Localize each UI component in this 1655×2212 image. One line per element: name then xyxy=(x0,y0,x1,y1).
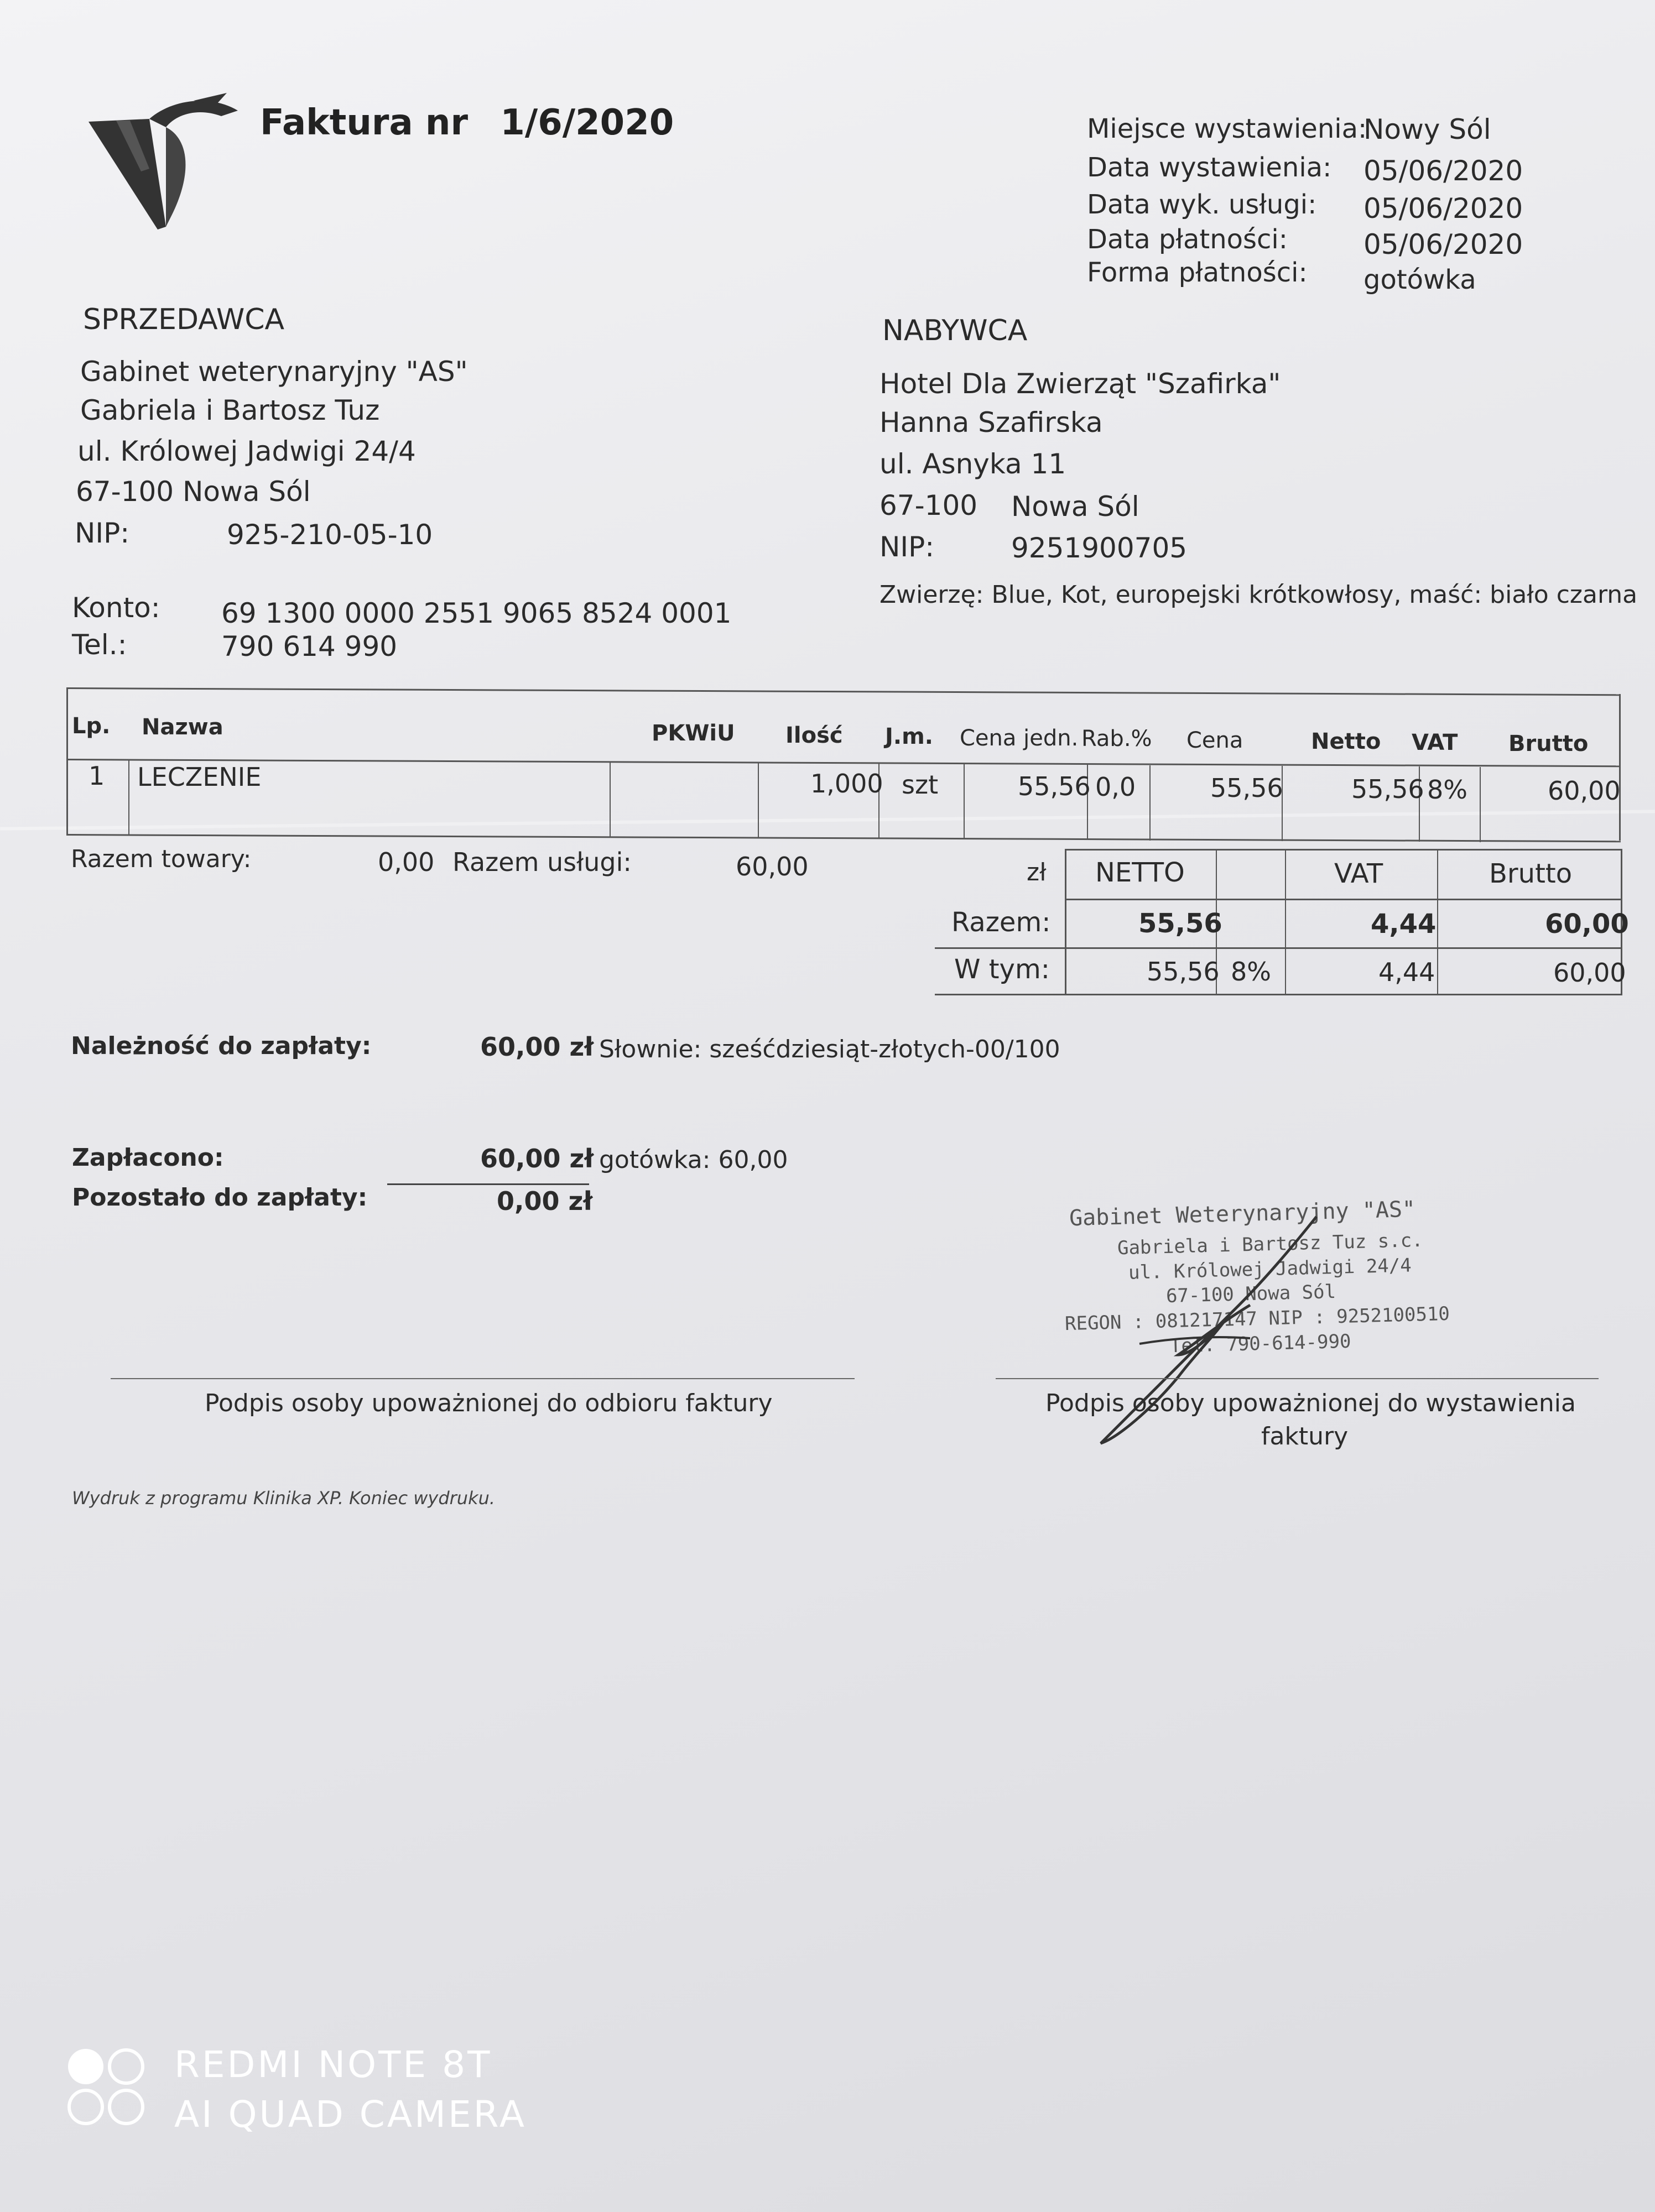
summary-line xyxy=(1065,849,1066,995)
meta-label-service-date: Data wyk. usługi: xyxy=(1087,189,1317,220)
signature-label-right-line2: faktury xyxy=(1261,1422,1349,1451)
stamp-line4: 67-100 Nowa Sól xyxy=(1165,1280,1336,1308)
table-line-left xyxy=(66,687,68,834)
seller-tel: 790 614 990 xyxy=(221,630,398,662)
seller-line3: ul. Królowej Jadwigi 24/4 xyxy=(77,435,416,467)
meta-value-issue-date: 05/06/2020 xyxy=(1363,155,1523,187)
signature-label-left: Podpis osoby upoważnionej do odbioru faktury xyxy=(205,1389,773,1417)
naleznosc-label: Należność do zapłaty: xyxy=(71,1032,372,1060)
table-line-right xyxy=(1619,694,1621,841)
pozostalo-label: Pozostało do zapłaty: xyxy=(72,1183,368,1212)
razem-towary-value: 0,00 xyxy=(378,847,435,877)
seller-heading: SPRZEDAWCA xyxy=(83,303,285,336)
buyer-line2: Hanna Szafirska xyxy=(879,406,1103,439)
table-line-bottom xyxy=(66,834,1621,842)
table-line-header-bottom xyxy=(66,759,1621,767)
summary-line xyxy=(1285,849,1286,995)
clinic-logo-icon xyxy=(83,88,243,238)
stamp-line3: ul. Królowej Jadwigi 24/4 xyxy=(1128,1254,1412,1284)
meta-value-payment-date: 05/06/2020 xyxy=(1363,228,1523,260)
handwritten-signature xyxy=(1084,1211,1339,1454)
summary-line xyxy=(935,994,1622,995)
signature-label-right-line1: Podpis osoby upoważnionej do wystawienia xyxy=(1045,1389,1576,1417)
table-col-sep xyxy=(964,764,965,839)
summary-wtym-brutto: 60,00 xyxy=(1553,958,1626,988)
col-header-cena-jedn: Cena jedn. xyxy=(960,726,1079,751)
invoice-title xyxy=(260,102,674,143)
cell-jm: szt xyxy=(902,770,939,800)
summary-currency: zł xyxy=(1027,858,1047,886)
summary-wtym-rate: 8% xyxy=(1231,957,1271,987)
summary-razem-brutto: 60,00 xyxy=(1545,909,1629,940)
col-header-vat: VAT xyxy=(1412,730,1458,755)
meta-label-payment-form: Forma płatności: xyxy=(1087,257,1308,288)
buyer-nip-label: NIP: xyxy=(879,531,935,563)
razem-uslugi-value: 60,00 xyxy=(736,852,809,881)
table-col-sep xyxy=(758,763,759,838)
col-header-jm: J.m. xyxy=(885,724,933,749)
summary-line xyxy=(1437,849,1438,995)
stamp-line2: Gabriela i Bartosz Tuz s.c. xyxy=(1117,1229,1424,1260)
cell-brutto: 60,00 xyxy=(1548,776,1621,806)
cell-vat: 8% xyxy=(1427,775,1467,805)
summary-razem-netto: 55,56 xyxy=(1138,908,1222,939)
razem-uslugi-label: Razem usługi: xyxy=(452,847,632,877)
watermark-line1: REDMI NOTE 8T xyxy=(174,2043,492,2086)
meta-value-payment-form: gotówka xyxy=(1363,264,1476,295)
summary-wtym-label: W tym: xyxy=(954,954,1050,985)
buyer-line3: ul. Asnyka 11 xyxy=(879,448,1066,480)
stamp-line6: Tel. 790-614-990 xyxy=(1169,1330,1351,1358)
buyer-heading: NABYWCA xyxy=(882,314,1028,347)
summary-wtym-netto: 55,56 xyxy=(1147,957,1220,987)
watermark-line2: AI QUAD CAMERA xyxy=(174,2093,527,2136)
summary-razem-label: Razem: xyxy=(951,907,1051,938)
buyer-line1: Hotel Dla Zwierząt "Szafirka" xyxy=(879,368,1281,400)
col-header-rab: Rab.% xyxy=(1081,726,1152,752)
summary-wtym-vat: 4,44 xyxy=(1378,957,1435,987)
summary-header-vat: VAT xyxy=(1334,858,1383,889)
meta-label-issue-date: Data wystawienia: xyxy=(1087,152,1332,183)
col-header-lp: Lp. xyxy=(72,713,111,739)
payment-separator xyxy=(387,1183,589,1185)
summary-line xyxy=(935,947,1622,949)
zaplacono-label: Zapłacono: xyxy=(72,1144,224,1172)
naleznosc-slownie: Słownie: sześćdziesiąt-złotych-00/100 xyxy=(599,1035,1060,1063)
cell-cena: 55,56 xyxy=(1210,773,1283,803)
cell-cena-jedn: 55,56 xyxy=(1018,771,1091,801)
summary-header-brutto: Brutto xyxy=(1489,858,1573,889)
cell-rab: 0,0 xyxy=(1095,772,1136,802)
camera-lens-icon xyxy=(65,2046,148,2129)
zaplacono-detail: gotówka: 60,00 xyxy=(599,1146,788,1174)
meta-value-service-date: 05/06/2020 xyxy=(1363,192,1523,225)
col-header-pkwiu: PKWiU xyxy=(652,721,735,746)
cell-ilosc: 1,000 xyxy=(810,769,883,799)
summary-line xyxy=(1065,899,1622,900)
seller-nip-label: NIP: xyxy=(75,517,130,549)
invoice-number: 1/6/2020 xyxy=(500,102,674,143)
summary-header-netto: NETTO xyxy=(1095,857,1185,888)
summary-line xyxy=(1065,849,1622,851)
meta-label-payment-date: Data płatności: xyxy=(1087,224,1288,255)
col-header-cena: Cena xyxy=(1186,728,1243,753)
cell-lp: 1 xyxy=(89,761,105,791)
invoice-title-prefix: Faktura nr xyxy=(260,102,469,143)
buyer-postcode: 67-100 xyxy=(879,489,978,521)
signature-line-right xyxy=(996,1378,1599,1379)
seller-nip: 925-210-05-10 xyxy=(227,519,433,551)
meta-value-place: Nowy Sól xyxy=(1363,113,1491,145)
table-col-sep xyxy=(610,762,611,837)
meta-label-place: Miejsce wystawienia: xyxy=(1087,113,1367,144)
col-header-ilosc: Ilość xyxy=(785,723,843,748)
table-line-top xyxy=(66,687,1621,696)
summary-razem-vat: 4,44 xyxy=(1371,909,1437,940)
seller-line2: Gabriela i Bartosz Tuz xyxy=(80,394,380,426)
zaplacono-value: 60,00 zł xyxy=(480,1144,594,1173)
col-header-netto: Netto xyxy=(1311,729,1381,754)
seller-konto: 69 1300 0000 2551 9065 8524 0001 xyxy=(221,597,732,629)
paper-fold xyxy=(0,810,1655,830)
seller-konto-label: Konto: xyxy=(72,592,160,624)
stamp-line1: Gabinet Weterynaryjny "AS" xyxy=(1069,1196,1416,1232)
seller-line1: Gabinet weterynaryjny "AS" xyxy=(80,356,468,388)
cell-nazwa: LECZENIE xyxy=(137,762,262,792)
naleznosc-value: 60,00 zł xyxy=(480,1032,594,1062)
buyer-city: Nowa Sól xyxy=(1011,491,1139,523)
table-col-sep xyxy=(128,760,129,835)
cell-netto: 55,56 xyxy=(1351,774,1424,804)
table-col-sep xyxy=(1149,765,1151,841)
razem-towary-label: Razem towary: xyxy=(71,845,252,873)
col-header-nazwa: Nazwa xyxy=(142,714,223,740)
pozostalo-value: 0,00 zł xyxy=(497,1186,593,1216)
signature-line-left xyxy=(111,1378,855,1379)
seller-line4: 67-100 Nowa Sól xyxy=(76,476,311,508)
buyer-nip: 9251900705 xyxy=(1011,532,1188,564)
col-header-brutto: Brutto xyxy=(1508,731,1589,757)
buyer-animal: Zwierzę: Blue, Kot, europejski krótkowłosy, maść: biało czarna xyxy=(879,581,1638,609)
table-col-sep xyxy=(1480,767,1481,842)
seller-tel-label: Tel.: xyxy=(72,629,127,661)
stamp-line5: REGON : 081217147 NIP : 9252100510 xyxy=(1064,1302,1450,1335)
print-footer: Wydruk z programu Klinika XP. Koniec wydruku. xyxy=(72,1488,496,1509)
